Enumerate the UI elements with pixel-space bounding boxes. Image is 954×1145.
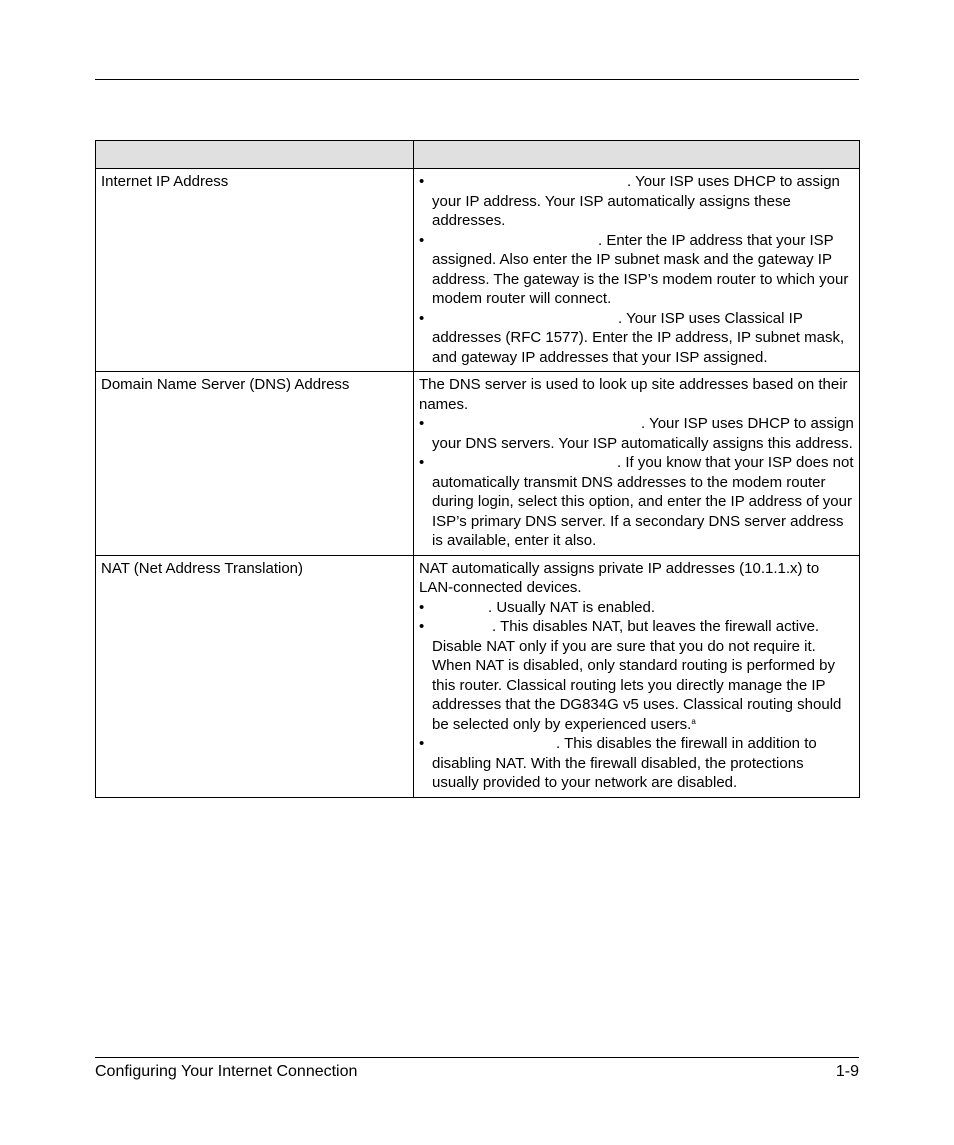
footer-page-number: 1-9 bbox=[835, 1063, 859, 1080]
option-text: . This disables NAT, but leaves the firewall active. Disable NAT only if you are sure that you do not require it. When NAT is disabled, only standard routing is performed by this router. Classical routing lets you directly manage the IP addresses that the DG834G v5 uses. Classical routing should be selected only by experienced users. bbox=[432, 618, 842, 733]
top-rule bbox=[95, 79, 859, 80]
header-cell-setting bbox=[96, 141, 414, 169]
setting-name: NAT (Net Address Translation) bbox=[96, 555, 414, 797]
bullet-icon: • bbox=[419, 415, 425, 432]
setting-description bbox=[414, 555, 860, 797]
option-text: . Your ISP uses DHCP to assign your IP address. Your ISP automatically assigns these addresses. bbox=[432, 173, 840, 229]
bullet-icon: • bbox=[419, 173, 425, 190]
list-item bbox=[419, 598, 854, 618]
bullet-icon: • bbox=[419, 454, 425, 471]
list-item bbox=[419, 617, 854, 734]
option-text: . Usually NAT is enabled. bbox=[488, 598, 656, 616]
bullet-icon: • bbox=[419, 598, 425, 616]
setting-intro: NAT automatically assigns private IP addresses (10.1.1.x) to LAN-connected devices. bbox=[419, 559, 820, 596]
bullet-icon: • bbox=[419, 735, 425, 752]
header-cell-description bbox=[414, 141, 860, 169]
list-item bbox=[419, 172, 854, 231]
setting-description bbox=[414, 169, 860, 372]
option-text: . Your ISP uses Classical IP addresses (RFC 1577). Enter the IP address, IP subnet mask, and gateway IP addresses that your ISP assigned. bbox=[432, 309, 845, 366]
setting-description bbox=[414, 372, 860, 556]
setting-name: Internet IP Address bbox=[96, 169, 414, 372]
list-item bbox=[419, 309, 854, 368]
option-text: . Your ISP uses DHCP to assign your DNS servers. Your ISP automatically assigns this address. bbox=[432, 415, 854, 452]
setting-intro: The DNS server is used to look up site addresses based on their names. bbox=[419, 376, 848, 413]
table-header-row bbox=[96, 141, 860, 169]
table-row bbox=[96, 555, 860, 797]
bullet-icon: • bbox=[419, 618, 425, 635]
list-item bbox=[419, 231, 854, 309]
settings-table bbox=[95, 140, 860, 798]
option-text: . This disables the firewall in addition to disabling NAT. With the firewall disabled, the protections usually provided to your network are disabled. bbox=[432, 735, 817, 791]
table-row bbox=[96, 372, 860, 556]
list-item bbox=[419, 453, 854, 551]
bullet-icon: • bbox=[419, 309, 425, 327]
setting-name: Domain Name Server (DNS) Address bbox=[96, 372, 414, 556]
footnote-marker: a bbox=[691, 716, 696, 726]
table-row bbox=[96, 169, 860, 372]
footer-rule bbox=[95, 1057, 859, 1058]
footer-chapter-title: Configuring Your Internet Connection bbox=[95, 1063, 358, 1080]
list-item bbox=[419, 414, 854, 453]
list-item bbox=[419, 734, 854, 793]
bullet-icon: • bbox=[419, 231, 425, 249]
option-text: . Enter the IP address that your ISP assigned. Also enter the IP subnet mask and the gateway IP address. The gateway is the ISP’s modem router to which your modem router will connect. bbox=[432, 231, 849, 307]
option-text: . If you know that your ISP does not automatically transmit DNS addresses to the modem router during login, select this option, and enter the IP address of your ISP’s primary DNS server. If a secondary DNS server address is available, enter it also. bbox=[432, 454, 854, 549]
